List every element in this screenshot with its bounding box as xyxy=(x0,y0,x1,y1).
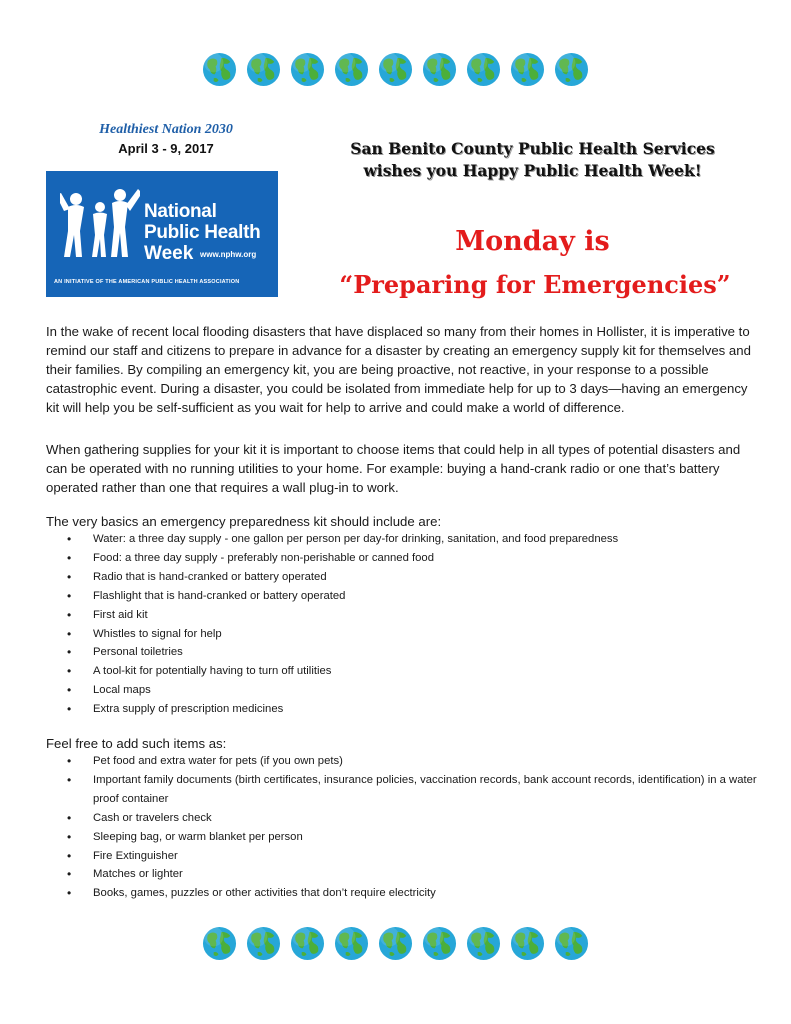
list-item: • Matches or lighter xyxy=(62,865,762,884)
supplies-paragraph: When gathering supplies for your kit it is important to choose items that could help in all types of potential disasters and can be operated with no running utilities to your home. For example: buying a hand-crank radio or one that’s battery operated rather than one that requires a wall plug-in to work. xyxy=(46,442,741,495)
earth-globe-icon xyxy=(334,926,369,961)
earth-globe-icon xyxy=(554,52,589,87)
list-item: • Pet food and extra water for pets (if you own pets) xyxy=(62,752,762,771)
list-item: • Cash or travelers check xyxy=(62,809,762,828)
list-item: • Personal toiletries xyxy=(62,643,762,662)
list-item: • Food: a three day supply - preferably non-perishable or canned food xyxy=(62,549,762,568)
earth-globe-icon xyxy=(466,926,501,961)
earth-globe-icon xyxy=(422,52,457,87)
intro-paragraph: In the wake of recent local flooding disasters that have displaced so many from their homes in Hollister, it is imperative to remind our staff and citizens to prepare in advance for a disaster by creating an emergency supply kit for themselves and their families. By compiling an emergency kit, you are being proactive, not reactive, in your response to a possible catastrophic event. During a disaster, you could be isolated from immediate help for up to 3 days—having an emergency kit will help you be self-sufficient as you wait for help to arrive and could make a world of difference. xyxy=(46,324,751,415)
globe-border-bottom xyxy=(0,926,791,961)
list-item: • First aid kit xyxy=(62,606,762,625)
list-item: • Radio that is hand-cranked or battery operated xyxy=(62,568,762,587)
earth-globe-icon xyxy=(246,926,281,961)
earth-globe-icon xyxy=(202,926,237,961)
earth-globe-icon xyxy=(422,926,457,961)
earth-globe-icon xyxy=(334,52,369,87)
list-item: • A tool-kit for potentially having to turn off utilities xyxy=(62,662,762,681)
logo-line-week: Week xyxy=(144,243,194,264)
list-item: • Books, games, puzzles or other activities that don’t require electricity xyxy=(62,884,762,903)
extras-intro: Feel free to add such items as: xyxy=(46,736,227,751)
list-item: • Water: a three day supply - one gallon per person per day-for drinking, sanitation, and food preparedness xyxy=(62,530,762,549)
list-item: • Extra supply of prescription medicines xyxy=(62,700,762,719)
list-item: • Local maps xyxy=(62,681,762,700)
list-item: • Fire Extinguisher xyxy=(62,847,762,866)
earth-globe-icon xyxy=(202,52,237,87)
earth-globe-icon xyxy=(510,926,545,961)
extras-list xyxy=(62,752,762,903)
logo-line-national: National xyxy=(144,201,217,222)
nphw-logo xyxy=(46,171,278,297)
basics-list xyxy=(62,530,762,719)
earth-globe-icon xyxy=(290,926,325,961)
logo-url: www.nphw.org xyxy=(200,250,257,259)
headline-line-2: wishes you Happy Public Health Week! xyxy=(363,161,702,180)
tagline: Healthiest Nation 2030 xyxy=(99,122,233,137)
earth-globe-icon xyxy=(510,52,545,87)
headline-line-1: San Benito County Public Health Services xyxy=(350,139,715,158)
event-dates: April 3 - 9, 2017 xyxy=(118,141,214,156)
earth-globe-icon xyxy=(246,52,281,87)
list-item: • Important family documents (birth certificates, insurance policies, vaccination records, bank account records, identification) in a water proof container xyxy=(62,771,762,809)
list-item: • Whistles to signal for help xyxy=(62,625,762,644)
people-figures-icon xyxy=(60,185,140,265)
earth-globe-icon xyxy=(554,926,589,961)
earth-globe-icon xyxy=(378,926,413,961)
day-title: Monday is xyxy=(455,226,610,257)
basics-intro: The very basics an emergency preparedness kit should include are: xyxy=(46,514,442,529)
earth-globe-icon xyxy=(290,52,325,87)
list-item: • Sleeping bag, or warm blanket per person xyxy=(62,828,762,847)
list-item: • Flashlight that is hand-cranked or battery operated xyxy=(62,587,762,606)
headline xyxy=(300,138,765,182)
globe-border-top xyxy=(0,52,791,87)
earth-globe-icon xyxy=(378,52,413,87)
earth-globe-icon xyxy=(466,52,501,87)
logo-line-public-health: Public Health xyxy=(144,222,261,243)
logo-initiative: AN INITIATIVE OF THE AMERICAN PUBLIC HEALTH ASSOCIATION xyxy=(54,279,240,285)
theme-title: “Preparing for Emergencies” xyxy=(339,270,731,299)
